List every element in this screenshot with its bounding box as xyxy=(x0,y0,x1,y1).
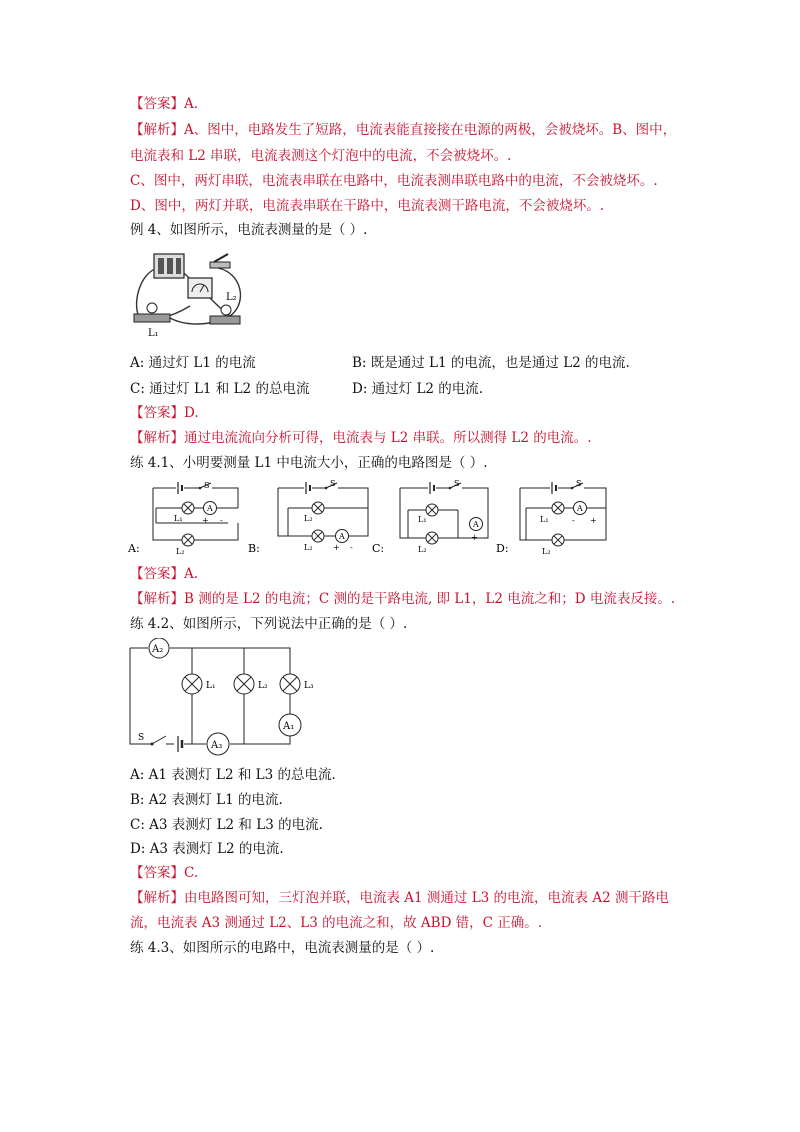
analysis-text: 电流表和 L2 串联，电流表测这个灯泡中的电流，不会被烧坏。. xyxy=(130,148,512,164)
option-d: D: 通过灯 L2 的电流. xyxy=(352,381,484,397)
analysis-tag: 【解析】 xyxy=(130,890,184,906)
lamp-l1-icon xyxy=(182,674,202,694)
minus-sign: - xyxy=(572,516,575,525)
option-c: C: 通过灯 L1 和 L2 的总电流 xyxy=(130,381,310,397)
answer-tag: 【答案】 xyxy=(130,96,184,112)
label-a3: A₃ xyxy=(211,740,223,751)
option-c: C: A3 表测灯 L2 和 L3 的电流. xyxy=(130,817,323,833)
ammeter-icon xyxy=(188,278,212,298)
option-a: A: 通过灯 L1 的电流 xyxy=(130,355,256,371)
analysis-tag: 【解析】 xyxy=(130,122,184,138)
answer-tag: 【答案】 xyxy=(130,405,184,421)
label-s: S xyxy=(204,481,210,490)
circuit-diagram-d xyxy=(520,482,606,546)
lamp-l2-icon xyxy=(234,674,254,694)
answer-value: A. xyxy=(184,96,199,112)
circuit-diagram-4-2 xyxy=(126,638,326,758)
label-s: S xyxy=(454,479,460,488)
analysis-tag: 【解析】 xyxy=(130,430,184,446)
plus-sign: + xyxy=(333,543,340,552)
label-l1: L₁ xyxy=(174,514,183,523)
question-text: 练 4.1、小明要测量 L1 中电流大小，正确的电路图是（ ）. xyxy=(130,455,488,471)
label-l1: L₁ xyxy=(206,681,216,691)
ammeter-label: A xyxy=(473,520,479,529)
label-l2: L₂ xyxy=(258,681,268,691)
option-label-b: B: xyxy=(248,542,260,555)
circuit-diagram-b xyxy=(278,482,368,543)
label-l1: L₁ xyxy=(540,515,549,524)
analysis-line xyxy=(130,429,592,447)
battery-icon xyxy=(154,254,184,278)
analysis-text: A、图中，电路发生了短路，电流表能直接接在电源的两极，会被烧坏。B、图中， xyxy=(184,122,677,138)
lamp-l3-icon xyxy=(280,674,300,694)
option-label-a: A: xyxy=(128,542,140,555)
answer-value: D. xyxy=(184,405,199,421)
analysis-text: B 测的是 L2 的电流；C 测的是干路电流, 即 L1，L2 电流之和；D 电流表反接。. xyxy=(184,591,676,607)
label-s: S xyxy=(138,733,145,743)
analysis-text: 通过电流流向分析可得，电流表与 L2 串联。所以测得 L2 的电流。. xyxy=(184,430,592,446)
answer-tag: 【答案】 xyxy=(130,566,184,582)
lamp-l2-icon xyxy=(210,305,240,324)
label-l2: L₂ xyxy=(226,292,237,303)
answer-line xyxy=(130,864,198,882)
label-s: S xyxy=(576,479,582,488)
ammeter-label: A xyxy=(339,532,345,541)
answer-line xyxy=(130,565,198,583)
circuit-diagrams-4-1 xyxy=(128,478,628,558)
question-text: 例 4、如图所示，电流表测量的是（ ）. xyxy=(130,222,368,238)
answer-line xyxy=(130,404,199,422)
analysis-line xyxy=(130,889,669,907)
analysis-line xyxy=(130,590,675,608)
option-label-c: C: xyxy=(372,542,385,555)
answer-line xyxy=(130,95,198,113)
option-label-d: D: xyxy=(496,542,509,555)
battery-icon xyxy=(178,736,182,752)
question-text: 练 4.3、如图所示的电路中，电流表测量的是（ ）. xyxy=(130,940,435,956)
switch-icon xyxy=(210,254,230,268)
label-l3: L₃ xyxy=(304,681,314,691)
plus-sign: + xyxy=(471,533,478,542)
label-s: S xyxy=(330,479,336,488)
label-l2: L₂ xyxy=(304,543,313,552)
analysis-text: 由电路图可知，三灯泡并联，电流表 A1 测通过 L3 的电流，电流表 A2 测干路电 xyxy=(184,890,669,906)
ammeter-label: A xyxy=(207,504,213,513)
plus-sign: + xyxy=(590,516,597,525)
lamp-l1-icon xyxy=(134,303,170,322)
minus-sign: - xyxy=(220,516,223,525)
label-l2: L₂ xyxy=(176,547,185,556)
ammeter-label: A xyxy=(577,504,583,513)
question-text: 练 4.2、如图所示，下列说法中正确的是（ ）. xyxy=(130,616,408,632)
minus-sign: - xyxy=(350,543,353,552)
answer-tag: 【答案】 xyxy=(130,865,184,881)
plus-sign: + xyxy=(202,516,209,525)
circuit-photo-figure xyxy=(130,248,250,340)
analysis-tag: 【解析】 xyxy=(130,591,184,607)
label-l1: L₁ xyxy=(148,328,159,339)
option-a: A: A1 表测灯 L2 和 L3 的总电流. xyxy=(130,767,336,783)
analysis-line xyxy=(130,121,676,139)
switch-icon xyxy=(151,736,167,746)
analysis-text: 流，电流表 A3 测通过 L2、L3 的电流之和，故 ABD 错，C 正确。. xyxy=(130,915,543,931)
answer-value: C. xyxy=(184,865,199,881)
analysis-text: D、图中，两灯并联，电流表串联在干路中，电流表测干路电流，不会被烧坏。. xyxy=(130,198,605,214)
minus-sign: - xyxy=(484,533,487,542)
label-l2: L₂ xyxy=(418,545,427,554)
label-a1: A₁ xyxy=(283,721,295,732)
label-l2: L₂ xyxy=(304,514,313,523)
label-l1: L₁ xyxy=(418,515,427,524)
analysis-text: C、图中，两灯串联，电流表串联在电路中，电流表测串联电路中的电流，不会被烧坏。. xyxy=(130,173,658,189)
option-d: D: A3 表测灯 L2 的电流. xyxy=(130,841,284,857)
label-a2: A₂ xyxy=(152,644,164,655)
circuit-diagram-a xyxy=(153,482,238,546)
answer-value: A. xyxy=(184,566,199,582)
option-b: B: A2 表测灯 L1 的电流. xyxy=(130,792,283,808)
label-l2: L₂ xyxy=(542,547,551,556)
option-b: B: 既是通过 L1 的电流，也是通过 L2 的电流. xyxy=(352,355,630,371)
